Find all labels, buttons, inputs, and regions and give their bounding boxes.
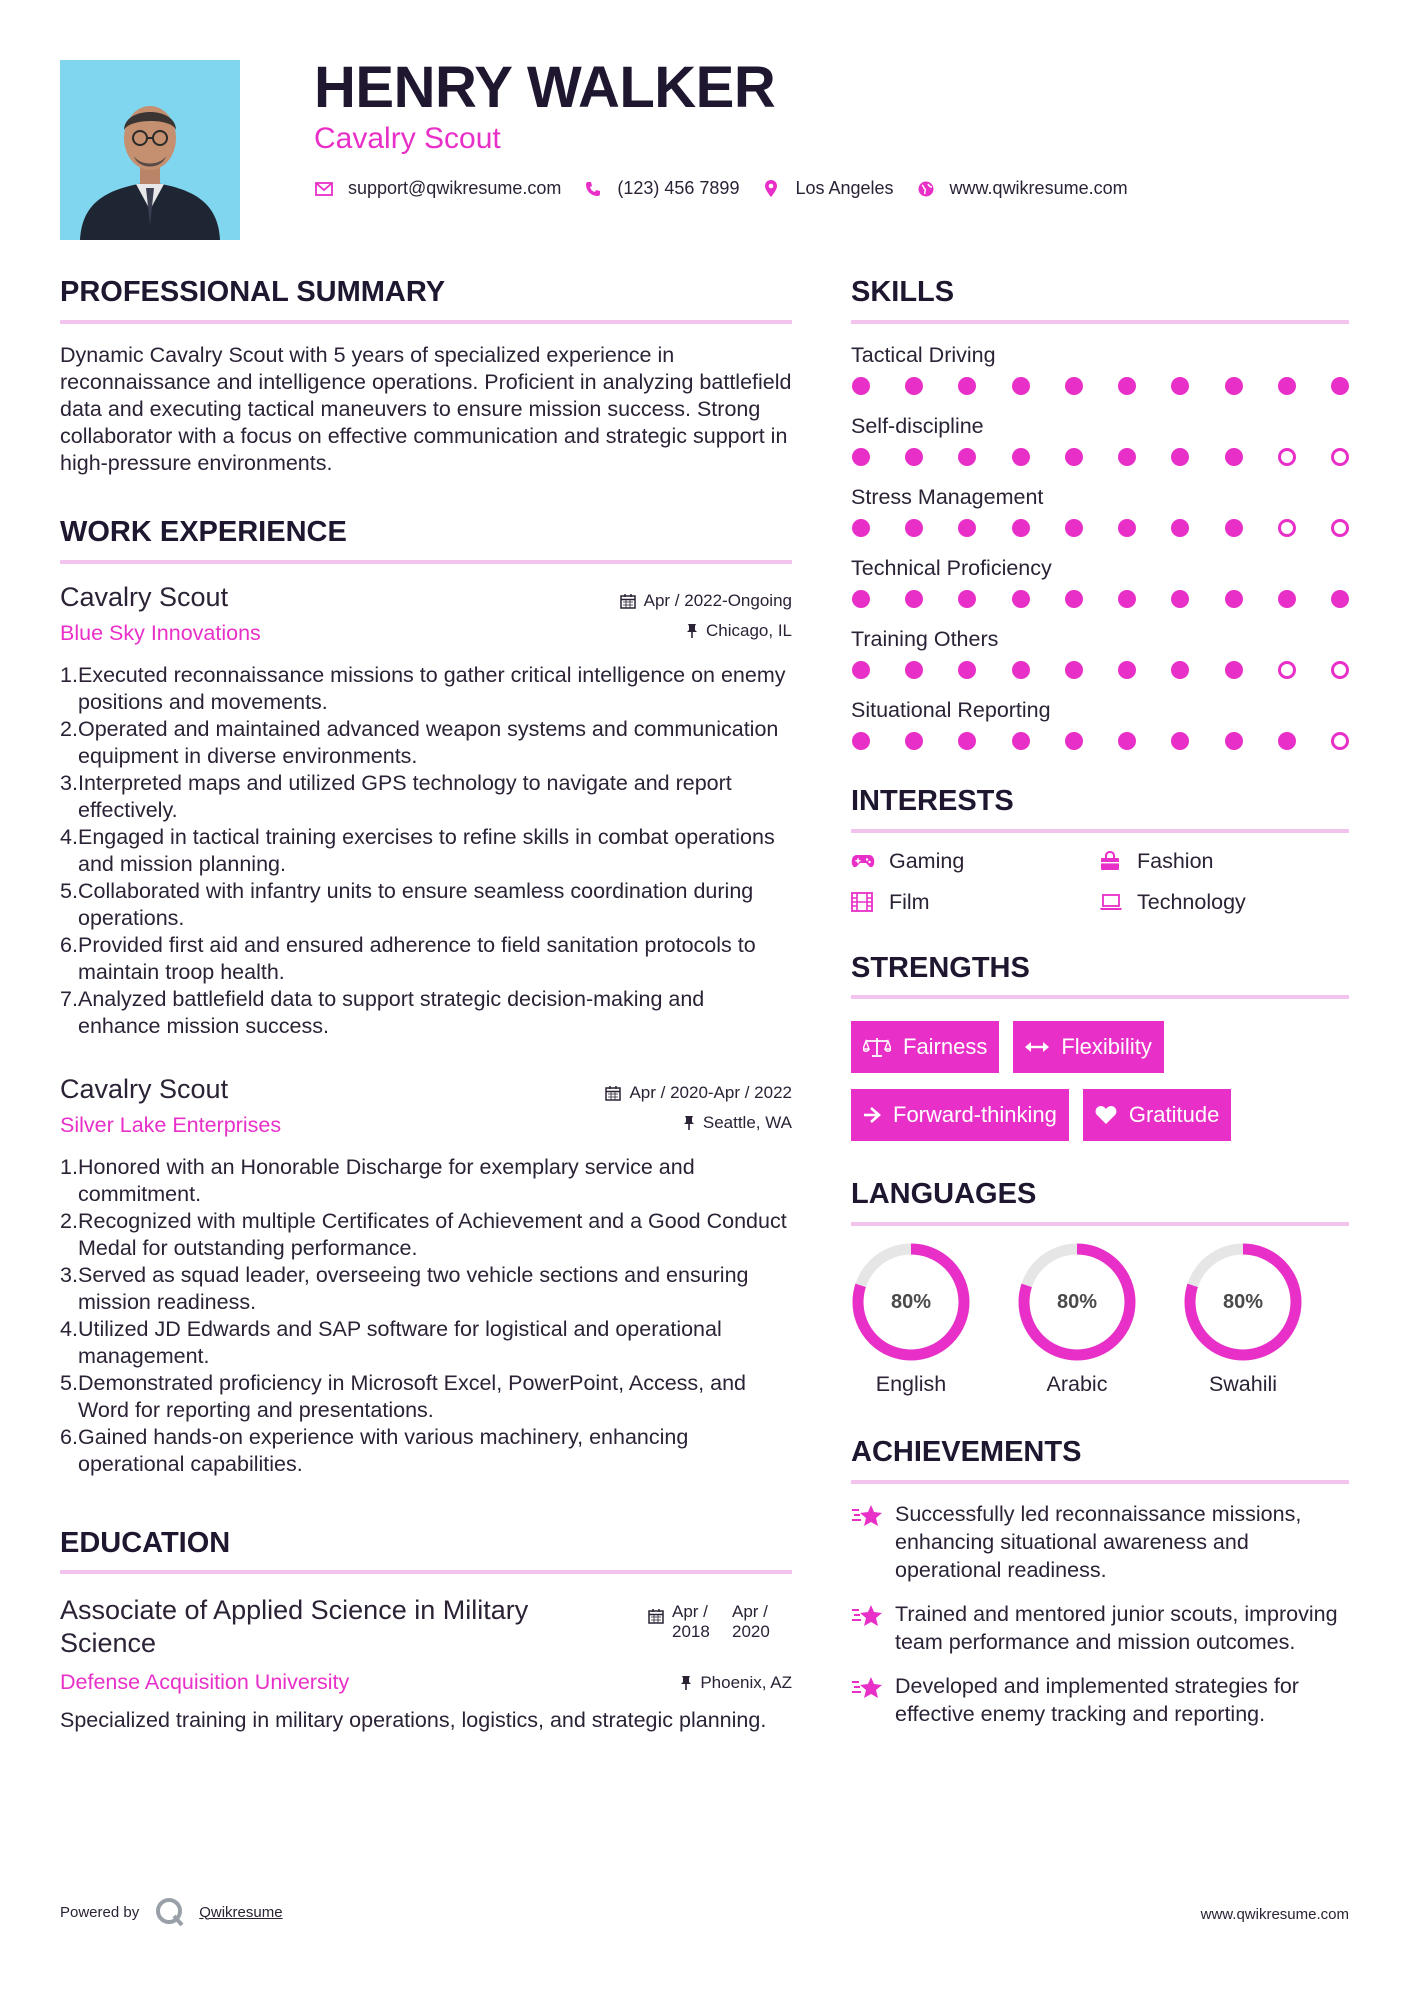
- rating-dot-filled: [852, 519, 870, 537]
- rating-dot-filled: [958, 519, 976, 537]
- language-name: English: [875, 1372, 947, 1397]
- map-pin-icon: [761, 179, 781, 199]
- rating-dot-filled: [1118, 519, 1136, 537]
- degree-title: Associate of Applied Science in Military Science: [60, 1595, 529, 1659]
- rating-dot-filled: [1225, 448, 1243, 466]
- language-name: Arabic: [1046, 1372, 1108, 1397]
- left-column: [60, 275, 792, 1734]
- film-icon: [851, 892, 877, 912]
- strength-label: Fairness: [903, 1034, 988, 1060]
- languages-heading: LANGUAGES: [851, 1177, 1349, 1226]
- rating-dot-filled: [958, 732, 976, 750]
- interest-item: [1099, 849, 1347, 874]
- language-progress-ring: [851, 1242, 971, 1362]
- pushpin-icon: [686, 623, 698, 639]
- heart-icon: [1095, 1105, 1117, 1125]
- achievement-item: [851, 1672, 1349, 1728]
- rating-dot-filled: [1171, 448, 1189, 466]
- rating-dot-filled: [1065, 661, 1083, 679]
- interest-item: [851, 890, 1099, 915]
- language-item: [1017, 1242, 1183, 1397]
- work-heading: WORK EXPERIENCE: [60, 515, 792, 564]
- rating-dot-filled: [1225, 377, 1243, 395]
- rating-dot-filled: [852, 661, 870, 679]
- rating-dot-filled: [1278, 732, 1296, 750]
- language-item: [1183, 1242, 1349, 1397]
- candidate-name: HENRY WALKER: [314, 55, 776, 120]
- rating-dot-filled: [905, 732, 923, 750]
- location-text: Los Angeles: [795, 178, 894, 198]
- calendar-icon: [620, 593, 636, 609]
- rating-dot-filled: [852, 448, 870, 466]
- education-heading: EDUCATION: [60, 1526, 792, 1575]
- rating-dot-filled: [852, 377, 870, 395]
- skill-name: Tactical Driving: [851, 342, 996, 367]
- interest-label: Technology: [1137, 889, 1246, 914]
- interest-label: Film: [889, 889, 930, 914]
- language-progress-ring: [1017, 1242, 1137, 1362]
- qwikresume-logo-icon: [155, 1897, 185, 1927]
- envelope-icon: [314, 179, 334, 199]
- school-location: Phoenix, AZ: [700, 1672, 792, 1692]
- rating-dot-filled: [1065, 519, 1083, 537]
- skill-name: Self-discipline: [851, 413, 984, 438]
- skill-item: [851, 697, 1349, 750]
- strength-tag: [1013, 1021, 1163, 1073]
- arrow-right-icon: [863, 1106, 881, 1124]
- rating-dot-filled: [1171, 590, 1189, 608]
- bullet-item: Executed reconnaissance missions to gather critical intelligence on enemy positions and movements.: [78, 662, 786, 714]
- job-title: Cavalry Scout: [60, 1073, 229, 1104]
- rating-dot-filled: [1118, 448, 1136, 466]
- rating-dot-filled: [1171, 661, 1189, 679]
- rating-dot-empty: [1278, 448, 1296, 466]
- strength-tag: [851, 1089, 1069, 1141]
- strength-tag: [851, 1021, 999, 1073]
- pushpin-icon: [683, 1115, 695, 1131]
- contact-email[interactable]: [314, 178, 561, 199]
- skill-name: Training Others: [851, 626, 999, 651]
- job-entry: [60, 1074, 792, 1478]
- bullet-item: Operated and maintained advanced weapon systems and communication equipment in diverse environments.: [78, 716, 779, 768]
- rating-dot-filled: [852, 590, 870, 608]
- profile-photo: [60, 60, 240, 240]
- shooting-star-icon: [851, 1600, 885, 1656]
- interest-label: Gaming: [889, 848, 965, 873]
- scale-icon: [863, 1036, 891, 1058]
- arrows-horizontal-icon: [1025, 1040, 1049, 1054]
- edu-end-date: Apr / 2020: [732, 1602, 770, 1642]
- rating-dot-filled: [958, 661, 976, 679]
- achievement-item: [851, 1600, 1349, 1656]
- rating-dot-filled: [1171, 732, 1189, 750]
- skill-item: [851, 626, 1349, 679]
- job-bullets: [60, 662, 792, 1040]
- candidate-title: Cavalry Scout: [314, 122, 501, 155]
- rating-dot-filled: [1278, 377, 1296, 395]
- edu-start-date: Apr / 2018: [672, 1602, 710, 1642]
- job-company: Blue Sky Innovations: [60, 620, 261, 645]
- interest-label: Fashion: [1137, 848, 1214, 873]
- interests-list: [851, 849, 1349, 915]
- summary-heading: PROFESSIONAL SUMMARY: [60, 275, 792, 324]
- skill-rating: [851, 732, 1349, 750]
- rating-dot-empty: [1331, 661, 1349, 679]
- rating-dot-filled: [1225, 519, 1243, 537]
- globe-icon: [916, 179, 936, 199]
- language-percent: 80%: [1222, 1290, 1264, 1313]
- brand-link[interactable]: Qwikresume: [199, 1903, 283, 1921]
- bullet-item: Utilized JD Edwards and SAP software for logistical and operational management.: [78, 1316, 722, 1368]
- achievements-heading: ACHIEVEMENTS: [851, 1435, 1349, 1484]
- shopping-bag-icon: [1099, 851, 1125, 871]
- bullet-item: Engaged in tactical training exercises to refine skills in combat operations and mission planning.: [78, 824, 775, 876]
- skills-heading: SKILLS: [851, 275, 1349, 324]
- job-bullets: [60, 1154, 792, 1478]
- languages-list: [851, 1242, 1349, 1397]
- shooting-star-icon: [851, 1672, 885, 1728]
- skill-rating: [851, 377, 1349, 395]
- skill-rating: [851, 661, 1349, 679]
- strength-label: Gratitude: [1128, 1102, 1220, 1128]
- rating-dot-filled: [1278, 590, 1296, 608]
- gamepad-icon: [851, 853, 877, 869]
- rating-dot-filled: [1065, 590, 1083, 608]
- rating-dot-empty: [1278, 519, 1296, 537]
- website-text: www.qwikresume.com: [949, 178, 1128, 198]
- strengths-heading: STRENGTHS: [851, 951, 1349, 1000]
- interests-heading: INTERESTS: [851, 784, 1349, 833]
- education-entry: [60, 1594, 792, 1734]
- language-progress-ring: [1183, 1242, 1303, 1362]
- bullet-item: Demonstrated proficiency in Microsoft Excel, PowerPoint, Access, and Word for reporting and presentations.: [78, 1370, 746, 1422]
- bullet-item: Interpreted maps and utilized GPS technology to navigate and report effectively.: [78, 770, 732, 822]
- calendar-icon: [605, 1085, 621, 1101]
- right-column: [851, 275, 1349, 1728]
- job-dates: Apr / 2020-Apr / 2022: [629, 1082, 792, 1102]
- bullet-item: Honored with an Honorable Discharge for exemplary service and commitment.: [78, 1154, 695, 1206]
- rating-dot-filled: [1065, 448, 1083, 466]
- phone-text: (123) 456 7899: [617, 178, 740, 198]
- skill-name: Technical Proficiency: [851, 555, 1052, 580]
- rating-dot-filled: [1331, 590, 1349, 608]
- achievements-list: [851, 1500, 1349, 1728]
- rating-dot-filled: [1065, 732, 1083, 750]
- rating-dot-filled: [905, 519, 923, 537]
- skill-item: [851, 555, 1349, 608]
- contact-phone[interactable]: [583, 178, 739, 199]
- summary-text: Dynamic Cavalry Scout with 5 years of specialized experience in reconnaissance and intelligence operations. Proficient in analyzing battlefield data and executing tactical maneuvers to ensure mission success. Strong collaborator with a focus on effective communication and strategic support in high-pressure environments.: [60, 342, 792, 475]
- rating-dot-filled: [1118, 590, 1136, 608]
- strengths-list: [851, 1021, 1321, 1141]
- language-item: [851, 1242, 1017, 1397]
- skills-list: [851, 342, 1349, 750]
- job-location: Seattle, WA: [702, 1112, 792, 1132]
- rating-dot-empty: [1278, 661, 1296, 679]
- rating-dot-filled: [1225, 590, 1243, 608]
- pushpin-icon: [680, 1675, 692, 1691]
- rating-dot-filled: [1225, 732, 1243, 750]
- rating-dot-filled: [1118, 661, 1136, 679]
- rating-dot-filled: [905, 590, 923, 608]
- rating-dot-filled: [1012, 448, 1030, 466]
- phone-icon: [583, 179, 603, 199]
- rating-dot-filled: [958, 377, 976, 395]
- bullet-item: Collaborated with infantry units to ensure seamless coordination during operations.: [78, 878, 754, 930]
- language-name: Swahili: [1208, 1372, 1278, 1397]
- strength-label: Flexibility: [1061, 1034, 1152, 1060]
- footer-url[interactable]: www.qwikresume.com: [1200, 1906, 1349, 1923]
- rating-dot-filled: [905, 377, 923, 395]
- email-text: support@qwikresume.com: [348, 178, 562, 198]
- rating-dot-filled: [1012, 661, 1030, 679]
- bullet-item: Gained hands-on experience with various machinery, enhancing operational capabilities.: [78, 1424, 689, 1476]
- language-percent: 80%: [890, 1290, 932, 1313]
- achievement-text: Trained and mentored junior scouts, improving team performance and mission outcomes.: [895, 1601, 1338, 1654]
- rating-dot-filled: [1225, 661, 1243, 679]
- powered-by-text: Powered by: [60, 1903, 140, 1921]
- skill-item: [851, 413, 1349, 466]
- job-location: Chicago, IL: [706, 620, 792, 640]
- rating-dot-filled: [1012, 377, 1030, 395]
- skill-name: Situational Reporting: [851, 697, 1051, 722]
- achievement-item: [851, 1500, 1349, 1584]
- skill-rating: [851, 590, 1349, 608]
- rating-dot-filled: [852, 732, 870, 750]
- language-percent: 80%: [1056, 1290, 1098, 1313]
- rating-dot-filled: [905, 448, 923, 466]
- shooting-star-icon: [851, 1500, 885, 1584]
- skill-rating: [851, 519, 1349, 537]
- skill-item: [851, 484, 1349, 537]
- strength-label: Forward-thinking: [893, 1102, 1057, 1128]
- rating-dot-empty: [1331, 448, 1349, 466]
- education-description: Specialized training in military operations, logistics, and strategic planning.: [60, 1708, 767, 1733]
- calendar-icon: [648, 1608, 664, 1660]
- bullet-item: Analyzed battlefield data to support strategic decision-making and enhance mission success.: [78, 986, 705, 1038]
- contact-bar: [314, 178, 1150, 199]
- contact-website[interactable]: [916, 178, 1128, 199]
- rating-dot-empty: [1331, 519, 1349, 537]
- job-title: Cavalry Scout: [60, 581, 229, 612]
- rating-dot-filled: [905, 661, 923, 679]
- rating-dot-filled: [1118, 377, 1136, 395]
- interest-item: [851, 849, 1099, 874]
- skill-item: [851, 342, 1349, 395]
- rating-dot-empty: [1331, 732, 1349, 750]
- rating-dot-filled: [958, 590, 976, 608]
- contact-location: [761, 178, 893, 199]
- rating-dot-filled: [1065, 377, 1083, 395]
- bullet-item: Provided first aid and ensured adherence to field sanitation protocols to maintain troop health.: [78, 932, 756, 984]
- interest-item: [1099, 890, 1347, 915]
- rating-dot-filled: [958, 448, 976, 466]
- skill-name: Stress Management: [851, 484, 1044, 509]
- bullet-item: Recognized with multiple Certificates of Achievement and a Good Conduct Medal for outstanding performance.: [78, 1208, 787, 1260]
- rating-dot-filled: [1171, 519, 1189, 537]
- strength-tag: [1083, 1089, 1232, 1141]
- laptop-icon: [1099, 893, 1125, 911]
- rating-dot-filled: [1171, 377, 1189, 395]
- job-dates: Apr / 2022-Ongoing: [643, 590, 792, 610]
- job-company: Silver Lake Enterprises: [60, 1112, 282, 1137]
- rating-dot-filled: [1118, 732, 1136, 750]
- skill-rating: [851, 448, 1349, 466]
- rating-dot-filled: [1012, 519, 1030, 537]
- job-entry: [60, 582, 792, 1040]
- bullet-item: Served as squad leader, overseeing two vehicle sections and ensuring mission readiness.: [78, 1262, 749, 1314]
- rating-dot-filled: [1012, 590, 1030, 608]
- achievement-text: Developed and implemented strategies for effective enemy tracking and reporting.: [895, 1673, 1299, 1726]
- rating-dot-filled: [1331, 377, 1349, 395]
- rating-dot-filled: [1012, 732, 1030, 750]
- footer-powered-by: [60, 1897, 283, 1927]
- achievement-text: Successfully led reconnaissance missions, enhancing situational awareness and operational readiness.: [895, 1501, 1302, 1582]
- school-name: Defense Acquisition University: [60, 1670, 350, 1695]
